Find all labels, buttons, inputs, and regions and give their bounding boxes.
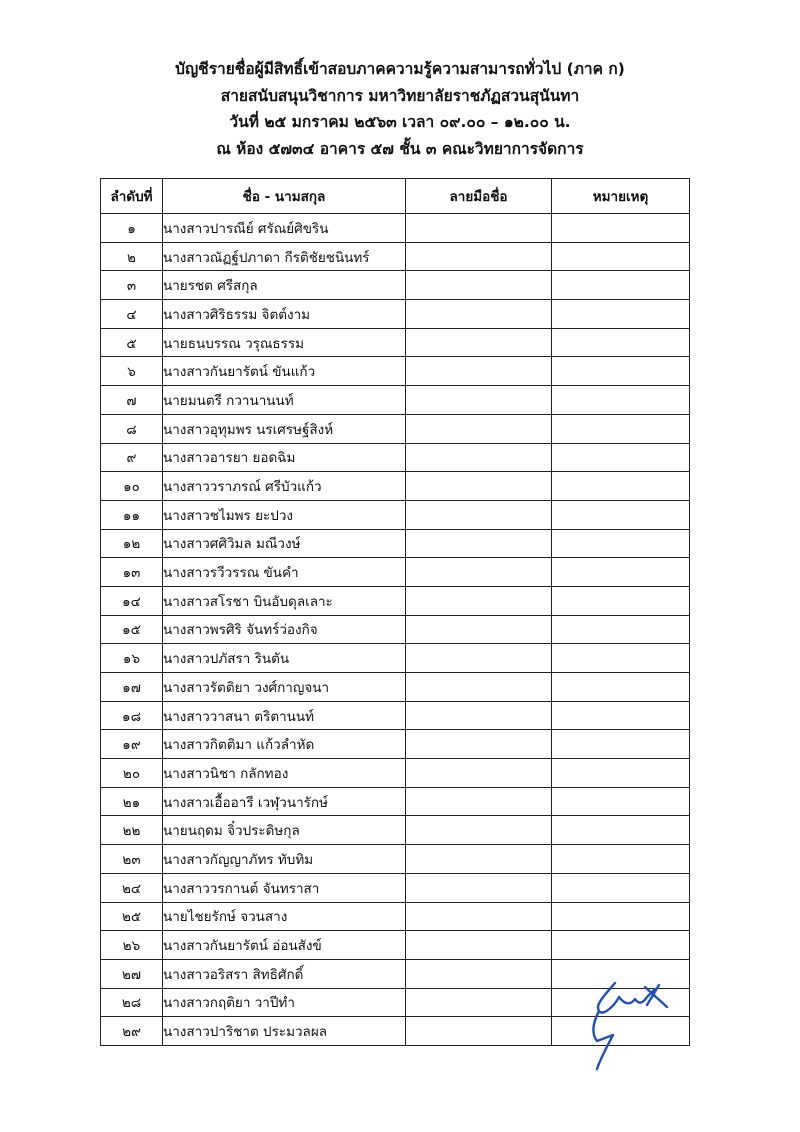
row-signature-cell bbox=[406, 443, 552, 472]
row-signature-cell bbox=[406, 759, 552, 788]
row-full-name: นางสาวสโรชา บินอับดุลเลาะ bbox=[163, 586, 406, 615]
row-signature-cell bbox=[406, 816, 552, 845]
table-body bbox=[101, 214, 690, 1046]
row-order-number: ๒๔ bbox=[101, 873, 163, 902]
row-signature-cell bbox=[406, 931, 552, 960]
row-signature-cell bbox=[406, 472, 552, 501]
row-signature-cell bbox=[406, 214, 552, 243]
row-full-name: นายมนตรี กวานานนท์ bbox=[163, 386, 406, 415]
attendance-table bbox=[100, 178, 690, 1046]
row-order-number: ๒๕ bbox=[101, 902, 163, 931]
row-order-number: ๒๘ bbox=[101, 988, 163, 1017]
row-full-name: นายธนบรรณ วรุณธรรม bbox=[163, 328, 406, 357]
row-full-name: นายรชต ศรีสกุล bbox=[163, 271, 406, 300]
column-header-name: ชื่อ - นามสกุล bbox=[163, 179, 406, 214]
row-full-name: นางสาวกันยารัตน์ ขันแก้ว bbox=[163, 357, 406, 386]
table-row bbox=[101, 357, 690, 386]
row-remark-cell bbox=[552, 386, 690, 415]
table-row bbox=[101, 902, 690, 931]
table-row bbox=[101, 615, 690, 644]
row-remark-cell bbox=[552, 730, 690, 759]
row-remark-cell bbox=[552, 500, 690, 529]
column-header-remark: หมายเหตุ bbox=[552, 179, 690, 214]
row-order-number: ๓ bbox=[101, 271, 163, 300]
table-header-row bbox=[101, 179, 690, 214]
row-signature-cell bbox=[406, 902, 552, 931]
table-row bbox=[101, 529, 690, 558]
row-full-name: นางสาวกันยารัตน์ อ่อนสังข์ bbox=[163, 931, 406, 960]
row-remark-cell bbox=[552, 673, 690, 702]
table-row bbox=[101, 271, 690, 300]
header-location: ณ ห้อง ๕๗๓๔ อาคาร ๕๗ ชั้น ๓ คณะวิทยาการจัดการ bbox=[216, 139, 584, 158]
row-order-number: ๒๖ bbox=[101, 931, 163, 960]
table-row bbox=[101, 873, 690, 902]
row-remark-cell bbox=[552, 787, 690, 816]
row-full-name: นางสาวปารณีย์ ศรัณย์ศิขริน bbox=[163, 214, 406, 243]
row-full-name: นางสาวชไมพร ยะปวง bbox=[163, 500, 406, 529]
row-full-name: นางสาวอารยา ยอดฉิม bbox=[163, 443, 406, 472]
row-order-number: ๒๐ bbox=[101, 759, 163, 788]
row-order-number: ๑๘ bbox=[101, 701, 163, 730]
table-row bbox=[101, 242, 690, 271]
row-order-number: ๑๒ bbox=[101, 529, 163, 558]
row-order-number: ๙ bbox=[101, 443, 163, 472]
row-order-number: ๒๗ bbox=[101, 959, 163, 988]
row-order-number: ๒ bbox=[101, 242, 163, 271]
row-signature-cell bbox=[406, 271, 552, 300]
row-remark-cell bbox=[552, 845, 690, 874]
table-row bbox=[101, 386, 690, 415]
row-remark-cell bbox=[552, 873, 690, 902]
table-row bbox=[101, 558, 690, 587]
row-order-number: ๖ bbox=[101, 357, 163, 386]
row-full-name: นางสาวพรศิริ จันทร์ว่องกิจ bbox=[163, 615, 406, 644]
row-order-number: ๘ bbox=[101, 414, 163, 443]
row-order-number: ๑๕ bbox=[101, 615, 163, 644]
row-full-name: นางสาวรัตติยา วงศ์กาญจนา bbox=[163, 673, 406, 702]
row-full-name: นายไชยรักษ์ จวนสาง bbox=[163, 902, 406, 931]
row-order-number: ๑๗ bbox=[101, 673, 163, 702]
row-full-name: นางสาวกัญญาภัทร ทับทิม bbox=[163, 845, 406, 874]
signature-mark bbox=[585, 975, 685, 1075]
row-full-name: นางสาวรวีวรรณ ขันคำ bbox=[163, 558, 406, 587]
signature-tail bbox=[593, 1011, 613, 1069]
row-remark-cell bbox=[552, 300, 690, 329]
row-signature-cell bbox=[406, 414, 552, 443]
table-row bbox=[101, 214, 690, 243]
row-signature-cell bbox=[406, 386, 552, 415]
table-row bbox=[101, 300, 690, 329]
row-full-name: นางสาวอริสรา สิทธิศักดิ์ bbox=[163, 959, 406, 988]
row-remark-cell bbox=[552, 214, 690, 243]
row-full-name: นางสาวปภัสรา รินตัน bbox=[163, 644, 406, 673]
row-remark-cell bbox=[552, 414, 690, 443]
column-header-order: ลำดับที่ bbox=[101, 179, 163, 214]
row-signature-cell bbox=[406, 730, 552, 759]
table-row bbox=[101, 701, 690, 730]
table-row bbox=[101, 586, 690, 615]
row-signature-cell bbox=[406, 529, 552, 558]
row-signature-cell bbox=[406, 673, 552, 702]
row-signature-cell bbox=[406, 701, 552, 730]
header-date-time: วันที่ ๒๕ มกราคม ๒๕๖๓ เวลา ๐๙.๐๐ – ๑๒.๐๐ น. bbox=[229, 113, 571, 131]
row-full-name: นางสาววรกานต์ จันทราสา bbox=[163, 873, 406, 902]
row-remark-cell bbox=[552, 644, 690, 673]
row-remark-cell bbox=[552, 472, 690, 501]
row-order-number: ๑๐ bbox=[101, 472, 163, 501]
table-row bbox=[101, 328, 690, 357]
row-order-number: ๗ bbox=[101, 386, 163, 415]
row-order-number: ๑๓ bbox=[101, 558, 163, 587]
table-row bbox=[101, 472, 690, 501]
row-order-number: ๑๙ bbox=[101, 730, 163, 759]
table-row bbox=[101, 845, 690, 874]
row-signature-cell bbox=[406, 873, 552, 902]
table-row bbox=[101, 443, 690, 472]
row-full-name: นางสาวเอื้ออารี เวฬุวนารักษ์ bbox=[163, 787, 406, 816]
row-remark-cell bbox=[552, 586, 690, 615]
row-signature-cell bbox=[406, 586, 552, 615]
row-signature-cell bbox=[406, 644, 552, 673]
row-remark-cell bbox=[552, 816, 690, 845]
row-signature-cell bbox=[406, 959, 552, 988]
row-full-name: นางสาวกฤติยา วาปีทำ bbox=[163, 988, 406, 1017]
row-remark-cell bbox=[552, 902, 690, 931]
row-full-name: นายนฤดม จิ๋วประดิษกุล bbox=[163, 816, 406, 845]
row-signature-cell bbox=[406, 988, 552, 1017]
row-remark-cell bbox=[552, 558, 690, 587]
row-order-number: ๑๔ bbox=[101, 586, 163, 615]
signature-stroke bbox=[598, 983, 667, 1013]
row-signature-cell bbox=[406, 787, 552, 816]
row-order-number: ๑ bbox=[101, 214, 163, 243]
header-title: บัญชีรายชื่อผู้มีสิทธิ์เข้าสอบภาคความรู้ความสามารถทั่วไป (ภาค ก) bbox=[175, 60, 625, 78]
row-full-name: นางสาวปาริชาต ประมวลผล bbox=[163, 1017, 406, 1046]
row-remark-cell bbox=[552, 328, 690, 357]
row-signature-cell bbox=[406, 328, 552, 357]
row-order-number: ๒๒ bbox=[101, 816, 163, 845]
row-full-name: นางสาววราภรณ์ ศรีบัวแก้ว bbox=[163, 472, 406, 501]
table-row bbox=[101, 414, 690, 443]
row-full-name: นางสาวศิริธรรม จิตต์งาม bbox=[163, 300, 406, 329]
row-order-number: ๔ bbox=[101, 300, 163, 329]
row-remark-cell bbox=[552, 701, 690, 730]
row-signature-cell bbox=[406, 558, 552, 587]
table-row bbox=[101, 500, 690, 529]
row-order-number: ๑๑ bbox=[101, 500, 163, 529]
table-row bbox=[101, 673, 690, 702]
row-full-name: นางสาวณัฏฐ์ปภาดา กีรติชัยชนินทร์ bbox=[163, 242, 406, 271]
header-department: สายสนับสนุนวิชาการ มหาวิทยาลัยราชภัฏสวนสุนันทา bbox=[220, 86, 580, 105]
column-header-signature: ลายมือชื่อ bbox=[406, 179, 552, 214]
row-signature-cell bbox=[406, 242, 552, 271]
row-remark-cell bbox=[552, 931, 690, 960]
row-remark-cell bbox=[552, 271, 690, 300]
row-order-number: ๕ bbox=[101, 328, 163, 357]
row-full-name: นางสาวอุทุมพร นรเศรษฐ์สิงห์ bbox=[163, 414, 406, 443]
row-order-number: ๒๓ bbox=[101, 845, 163, 874]
row-full-name: นางสาวนิชา กลักทอง bbox=[163, 759, 406, 788]
table-row bbox=[101, 787, 690, 816]
row-signature-cell bbox=[406, 300, 552, 329]
table-row bbox=[101, 644, 690, 673]
row-remark-cell bbox=[552, 529, 690, 558]
document-header bbox=[0, 56, 800, 162]
row-order-number: ๑๖ bbox=[101, 644, 163, 673]
table-row bbox=[101, 730, 690, 759]
row-remark-cell bbox=[552, 357, 690, 386]
row-order-number: ๒๙ bbox=[101, 1017, 163, 1046]
table-row bbox=[101, 931, 690, 960]
row-full-name: นางสาวศศิวิมล มณีวงษ์ bbox=[163, 529, 406, 558]
row-order-number: ๒๑ bbox=[101, 787, 163, 816]
row-full-name: นางสาววาสนา ตริตานนท์ bbox=[163, 701, 406, 730]
row-signature-cell bbox=[406, 357, 552, 386]
row-signature-cell bbox=[406, 1017, 552, 1046]
row-remark-cell bbox=[552, 615, 690, 644]
row-signature-cell bbox=[406, 845, 552, 874]
row-remark-cell bbox=[552, 242, 690, 271]
row-full-name: นางสาวกิตติมา แก้วลำหัด bbox=[163, 730, 406, 759]
row-remark-cell bbox=[552, 443, 690, 472]
row-signature-cell bbox=[406, 615, 552, 644]
row-remark-cell bbox=[552, 759, 690, 788]
table-row bbox=[101, 816, 690, 845]
table-row bbox=[101, 759, 690, 788]
row-signature-cell bbox=[406, 500, 552, 529]
